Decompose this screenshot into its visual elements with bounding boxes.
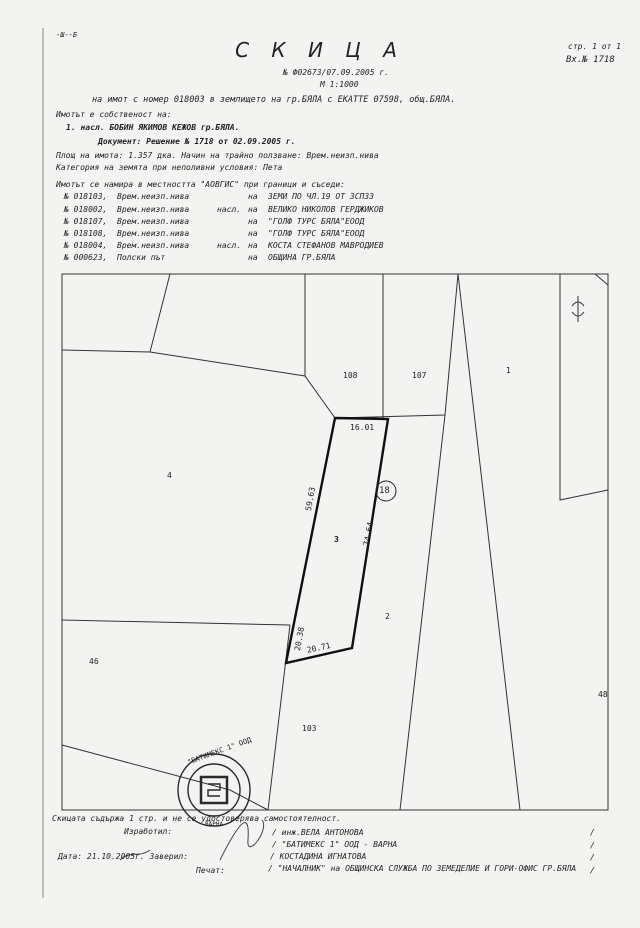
dimension-left: 59.63 bbox=[304, 486, 318, 512]
parcel-label: 46 bbox=[89, 657, 99, 666]
neighbor-number: № 018004, bbox=[64, 241, 108, 250]
end-slash: / bbox=[590, 866, 595, 875]
dimension-corner: 20.38 bbox=[293, 626, 307, 652]
neighbor-prefix: насл. bbox=[217, 241, 242, 250]
prepared-label: Изработил: bbox=[124, 827, 173, 836]
neighbor-na: на bbox=[248, 229, 258, 238]
ownership-document: Документ: Решение № 1718 от 02.09.2005 г. bbox=[98, 137, 296, 146]
subject-parcel-label: 3 bbox=[334, 535, 339, 544]
stamp-city: ВАРНА bbox=[205, 821, 224, 828]
neighbor-owner: ЗЕМИ ПО ЧЛ.19 ОТ ЗСПЗЗ bbox=[268, 192, 374, 201]
end-slash: / bbox=[590, 841, 595, 850]
parcel-label: 48 bbox=[598, 690, 608, 699]
stamp-label: Печат: bbox=[196, 866, 225, 875]
subject-number: 18 bbox=[379, 486, 390, 496]
signatory-4: / "НАЧАЛНИК" на ОБЩИНСКА СЛУЖБА ПО ЗЕМЕДЕЛИЕ И ГОРИ-ОФИС ГР.БЯЛА bbox=[268, 864, 577, 873]
neighbor-na: на bbox=[248, 205, 258, 214]
neighbor-owner: ОБЩИНА ГР.БЯЛА bbox=[268, 253, 336, 262]
parcel-label: 107 bbox=[412, 371, 427, 380]
neighbor-na: на bbox=[248, 192, 258, 201]
parcel-label: 2 bbox=[385, 612, 390, 621]
signatory-1: / инж.ВЕЛА АНТОНОВА bbox=[272, 828, 364, 837]
property-line: на имот с номер 018003 в землището на гр.БЯЛА с ЕКАТТЕ 07598, общ.БЯЛА. bbox=[92, 95, 456, 105]
neighbor-owner: ВЕЛИКО НИКОЛОВ ГЕРДЖИКОВ bbox=[268, 205, 384, 214]
stamp-text: "БАТИМЕКС 1" ООД bbox=[186, 735, 253, 767]
neighbor-use: Врем.неизп.нива bbox=[117, 229, 190, 238]
neighbor-use: Врем.неизп.нива bbox=[117, 205, 190, 214]
document-title: С К И Ц А bbox=[235, 38, 405, 62]
location-line: Имотът се намира в местността "АОВГИС" при граници и съседи: bbox=[56, 180, 345, 189]
parcel-label: 1 bbox=[506, 366, 511, 375]
neighbor-number: № 018002, bbox=[64, 205, 108, 214]
top-left-mark: -Ш--Б bbox=[56, 31, 78, 39]
page-counter: стр. 1 от 1 bbox=[568, 42, 621, 51]
neighbor-na: на bbox=[248, 253, 258, 262]
neighbor-number: № 000623, bbox=[64, 253, 108, 262]
neighbor-number: № 018108, bbox=[64, 229, 108, 238]
neighbor-use: Врем.неизп.нива bbox=[117, 192, 190, 201]
owner-name: 1. насл. БОБИН ЯКИМОВ КЕЖОВ гр.БЯЛА. bbox=[66, 123, 240, 132]
dimension-top: 16.01 bbox=[350, 423, 375, 432]
footer-note: Скицата съдържа 1 стр. и не се удостоверява самостоятелност. bbox=[52, 814, 341, 823]
signatory-2: / "БАТИМЕКС 1" ООД - ВАРНА bbox=[272, 840, 398, 849]
neighbor-use: Врем.неизп.нива bbox=[117, 241, 190, 250]
parcel-label: 108 bbox=[343, 371, 358, 380]
neighbor-use: Полски път bbox=[117, 253, 166, 262]
end-slash: / bbox=[590, 853, 595, 862]
doc-number: № Ф02673/07.09.2005 г. bbox=[283, 68, 389, 77]
neighbor-use: Врем.неизп.нива bbox=[117, 217, 190, 226]
dimension-right: 74.64 bbox=[362, 521, 376, 547]
owner-heading: Имотът е собственост на: bbox=[56, 110, 172, 119]
dated-label: Дата: 21.10.2005г. Заверил: bbox=[58, 852, 189, 861]
neighbor-na: на bbox=[248, 217, 258, 226]
area-line: Площ на имота: 1.357 дка. Начин на трайно ползване: Врем.неизп.нива bbox=[56, 151, 379, 160]
neighbor-owner: "ГОЛФ ТУРС БЯЛА"ЕООД bbox=[268, 229, 365, 238]
dimension-bottom: 20.71 bbox=[306, 640, 332, 655]
neighbor-number: № 018103, bbox=[64, 192, 108, 201]
neighbor-na: на bbox=[248, 241, 258, 250]
signatory-3: / КОСТАДИНА ИГНАТОВА bbox=[270, 852, 367, 861]
scale-label: М 1:1000 bbox=[320, 80, 359, 89]
parcel-label: 103 bbox=[302, 724, 317, 733]
neighbor-prefix: насл. bbox=[217, 205, 242, 214]
parcel-label: 4 bbox=[167, 471, 172, 480]
neighbor-number: № 018107, bbox=[64, 217, 108, 226]
end-slash: / bbox=[590, 828, 595, 837]
category-line: Категория на земята при неполивни условия: Пета bbox=[56, 163, 283, 172]
neighbor-owner: "ГОЛФ ТУРС БЯЛА"ЕООД bbox=[268, 217, 365, 226]
incoming-number: Вх.№ 1718 bbox=[566, 55, 615, 65]
neighbor-owner: КОСТА СТЕФАНОВ МАВРОДИЕВ bbox=[268, 241, 384, 250]
